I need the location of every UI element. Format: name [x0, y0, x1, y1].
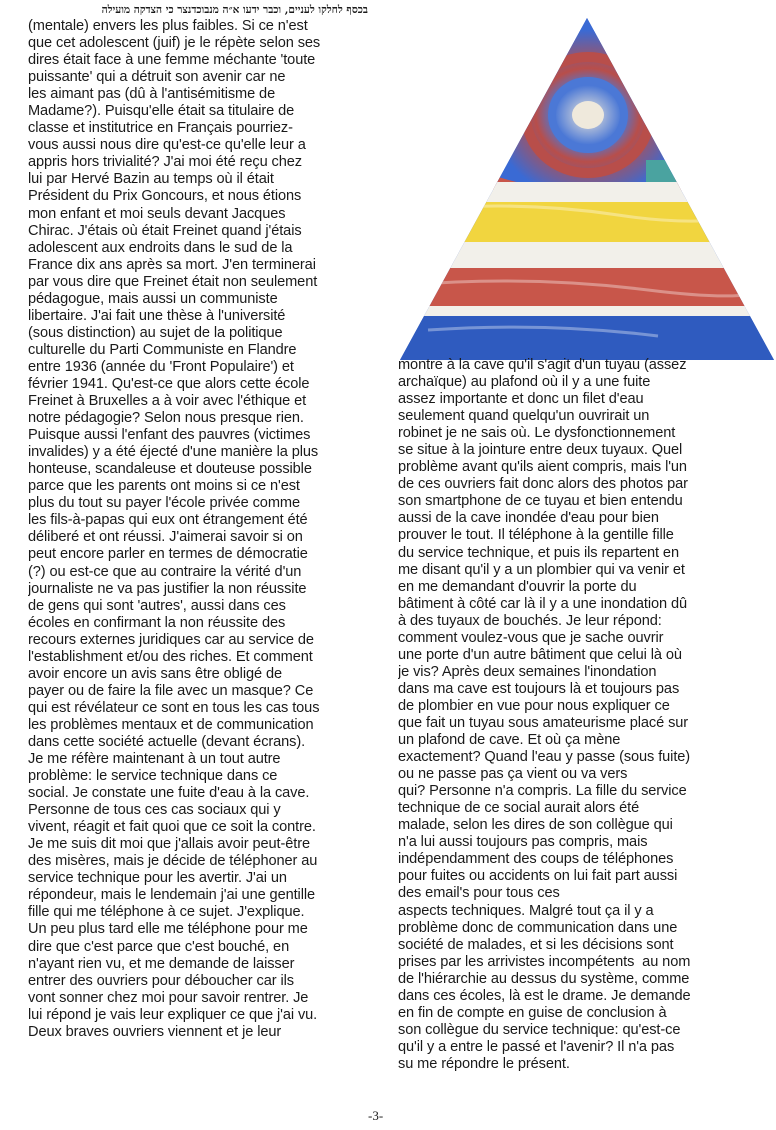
text-line: les fils-à-papas qui eux ont étrangement été	[28, 512, 308, 529]
text-line: Un peu plus tard elle me téléphone pour me	[28, 921, 308, 938]
text-line: aspects techniques. Malgré tout ça il y a	[398, 902, 654, 919]
text-line: se situe à la jointure entre deux tuyaux. Quel	[398, 442, 683, 459]
text-line: bâtiment à côté car là il y a une inondation dû	[398, 595, 687, 612]
text-line: payer ou de faire la file avec un masque? Ce	[28, 682, 314, 699]
text-line: classe et institutrice en Français pourriez-	[28, 120, 293, 137]
text-line: son smartphone de ce tuyau et bien entendu	[398, 493, 683, 510]
text-line: de l'hiérarchie au dessus du système, comme	[398, 970, 690, 987]
text-line: du service technique, et puis ils repartent en	[398, 544, 679, 561]
text-line: Personne de tous ces cas sociaux qui y	[28, 802, 281, 819]
painting-yellow-band-1	[398, 202, 776, 242]
text-line: problème avant qu'ils aient compris, mais l'un	[398, 459, 687, 476]
triangle-painting	[398, 10, 776, 362]
text-line: (mentale) envers les plus faibles. Si ce n'est	[28, 18, 308, 34]
text-line: dans ces écoles, là est le drame. Je demande	[398, 987, 691, 1004]
text-line: assez importante et donc un filet d'eau	[398, 391, 644, 408]
text-line: Deux braves ouvriers viennent et je leur	[28, 1023, 282, 1040]
text-line: peut encore parler en termes de démocratie	[28, 546, 308, 563]
right-column-text	[398, 357, 776, 1073]
text-line: que cet adolescent (juif) je le répète selon ses	[28, 35, 321, 52]
text-line: me disant qu'il y a un plombier qui va venir et	[398, 561, 685, 578]
text-line: journaliste ne va pas justifier la non réussite	[28, 580, 307, 597]
text-line: aussi de la cave inondée d'eau pour bien	[398, 510, 659, 527]
text-line: Je me réfère maintenant à un tout autre	[28, 751, 281, 768]
text-line: qui? Personne n'a compris. La fille du service	[398, 783, 687, 800]
hebrew-header-line: בכסף לחלקו לעניים, וכבר ידעו א״ה מנבוכדנצר כי הצדקה מועילה	[101, 4, 368, 16]
text-line: lui par Hervé Bazin au temps où il était	[28, 171, 274, 188]
text-line: qui est révélateur ce sont en tous les cas tous	[28, 699, 320, 716]
text-line: honteuse, scandaleuse et douteuse possible	[28, 461, 312, 478]
text-line: pédagogue, mais aussi un communiste	[28, 290, 278, 307]
text-line: adolescent aux endroits dans le sud de la	[28, 239, 293, 256]
text-line: comment voulez-vous que je sache ouvrir	[398, 629, 664, 646]
text-line: social. Je constate une fuite d'eau à la cave.	[28, 785, 310, 802]
painting-white-band-3	[398, 306, 776, 316]
painting-blue-bottom	[398, 316, 776, 362]
text-line: prouver le tout. Il téléphone à la gentille fille	[398, 527, 674, 544]
painting-white-band-1	[398, 182, 776, 202]
text-line: les problèmes mentaux et de communication	[28, 716, 314, 733]
text-line: n'ayant rien vu, et me demande de laisser	[28, 955, 295, 972]
text-line: les aimant pas (dû à l'antisémitisme de	[28, 86, 276, 103]
text-line: vous aussi nous dire qu'est-ce qu'elle leur a	[28, 137, 306, 154]
text-line: avoir encore un avis sans être obligé de	[28, 665, 282, 682]
text-line: Président du Prix Goncours, et nous étions	[28, 188, 302, 205]
text-line: société de malades, et si les décisions sont	[398, 936, 674, 953]
text-line: malade, selon les dires de son collègue qui	[398, 817, 673, 834]
text-line: indépendamment des coups de téléphones	[398, 851, 674, 868]
text-line: l'establishment et/ou des riches. Et comment	[28, 648, 313, 665]
text-line: à des tuyaux de bouchés. Je leur répond:	[398, 612, 662, 629]
text-line: son collègue du service technique: qu'est-ce	[398, 1021, 681, 1038]
left-column-text	[28, 18, 373, 1041]
text-line: dire que c'est parce que c'est bouché, en	[28, 938, 290, 955]
text-line: Je me suis dit moi que j'allais avoir peut-être	[28, 836, 310, 853]
text-line: (sous distinction) au sujet de la politique	[28, 324, 283, 341]
text-line: des misères, mais je décide de téléphoner au	[28, 853, 318, 870]
text-line: écoles en confirmant la non réussite des	[28, 614, 286, 631]
text-line: que fait un tuyau sous amateurisme placé sur	[398, 714, 689, 731]
text-line: notre pédagogie? Selon nous presque rien.	[28, 410, 304, 427]
text-line: Freinet à Bruxelles a à voir avec l'éthique et	[28, 393, 307, 410]
text-line: problème: le service technique dans ce	[28, 768, 278, 785]
text-line: montre à la cave qu'il s'agit d'un tuyau (assez	[398, 357, 687, 373]
page-number: -3-	[368, 1108, 384, 1123]
text-line: parce que les parents ont moins si ce n'est	[28, 478, 300, 495]
text-line: qu'il y a entre le passé et l'avenir? Il n'a pas	[398, 1038, 675, 1055]
text-line: seulement quand quelqu'un ouvrirait un	[398, 408, 650, 425]
text-line: robinet je ne sais où. Le dysfonctionnement	[398, 425, 676, 442]
text-line: entrer des ouvriers pour déboucher car ils	[28, 972, 294, 989]
text-line: su me répondre le présent.	[398, 1055, 570, 1072]
text-line: dires était face à une femme méchante 'toute	[28, 52, 316, 69]
text-line: prises par les arrivistes incompétents au nom	[398, 953, 691, 970]
painting-white-band-2	[398, 242, 776, 268]
text-line: vivent, réagit et fait quoi que ce soit la contre.	[28, 819, 316, 836]
text-line: je vis? Après deux semaines l'inondation	[398, 663, 657, 680]
text-line: plus du tout su payer l'école privée comme	[28, 495, 300, 512]
text-line: appris hors trivialité? J'ai moi été reçu chez	[28, 154, 302, 171]
text-line: (?) ou est-ce que au contraire la vérité d'un	[28, 563, 302, 580]
painting-teal-accent	[646, 160, 706, 182]
painting-red-band	[398, 268, 776, 306]
text-line: des email's pour tous ces	[398, 885, 560, 902]
text-line: février 1941. Qu'est-ce que alors cette école	[28, 375, 310, 392]
text-line: Puisque aussi l'enfant des pauvres (victimes	[28, 427, 311, 444]
text-line: invalides) y a été éjecté d'une manière la plus	[28, 444, 319, 461]
text-line: pour fuites ou accidents on lui fait part aussi	[398, 868, 678, 885]
text-line: de ces ouvriers fait donc alors des photos par	[398, 476, 688, 493]
text-line: service technique pour les avertir. J'ai un	[28, 870, 287, 887]
text-line: fille qui me téléphone à ce sujet. J'explique.	[28, 904, 305, 921]
text-line: culturelle du Parti Communiste en Flandre	[28, 341, 297, 358]
text-line: Madame?). Puisqu'elle était sa titulaire de	[28, 103, 295, 120]
text-line: de gens qui sont 'autres', aussi dans ces	[28, 597, 286, 614]
text-line: dans ma cave est toujours là et toujours pas	[398, 680, 680, 697]
text-line: archaïque) au plafond où il y a une fuite	[398, 374, 651, 391]
text-line: n'a lui aussi toujours pas compris, mais	[398, 834, 648, 851]
text-line: dans cette société actuelle (devant écrans).	[28, 733, 306, 750]
text-line: de plombier en vue pour nous expliquer ce	[398, 697, 670, 714]
text-line: en me demandant d'ouvrir la porte du	[398, 578, 637, 595]
text-line: lui répond je vais leur expliquer ce que j'ai vu.	[28, 1006, 318, 1023]
painting-swirl-center	[572, 101, 604, 129]
text-line: ou ne passe pas ça vient ou va vers	[398, 766, 628, 783]
text-line: vont sonner chez moi pour savoir rentrer. Je	[28, 989, 309, 1006]
text-line: répondeur, mais le lendemain j'ai une gentille	[28, 887, 316, 904]
text-line: par vous dire que Freinet était non seulement	[28, 273, 318, 290]
text-line: technique de ce social aurait alors été	[398, 800, 640, 817]
text-line: une porte d'un autre bâtiment que celui là où	[398, 646, 682, 663]
text-line: recours externes juridiques car au service de	[28, 631, 314, 648]
text-line: France dix ans après sa mort. J'en terminerai	[28, 256, 316, 273]
text-line: puissante' qui a détruit son avenir car ne	[28, 69, 286, 86]
text-line: entre 1936 (année du 'Front Populaire') et	[28, 358, 294, 375]
text-line: en fin de compte en guise de conclusion à	[398, 1004, 667, 1021]
text-line: mon enfant et moi seuls devant Jacques	[28, 205, 286, 222]
text-line: déliberé et ont réussi. J'aimerai savoir si on	[28, 529, 303, 546]
text-line: problème donc de communication dans une	[398, 919, 678, 936]
text-line: libertaire. J'ai fait une thèse à l'université	[28, 307, 286, 324]
text-line: Chirac. J'étais où était Freinet quand j'étais	[28, 222, 302, 239]
text-line: un plafond de cave. Et où ça mène	[398, 732, 621, 749]
text-line: exactement? Quand l'eau y passe (sous fuite)	[398, 749, 691, 766]
